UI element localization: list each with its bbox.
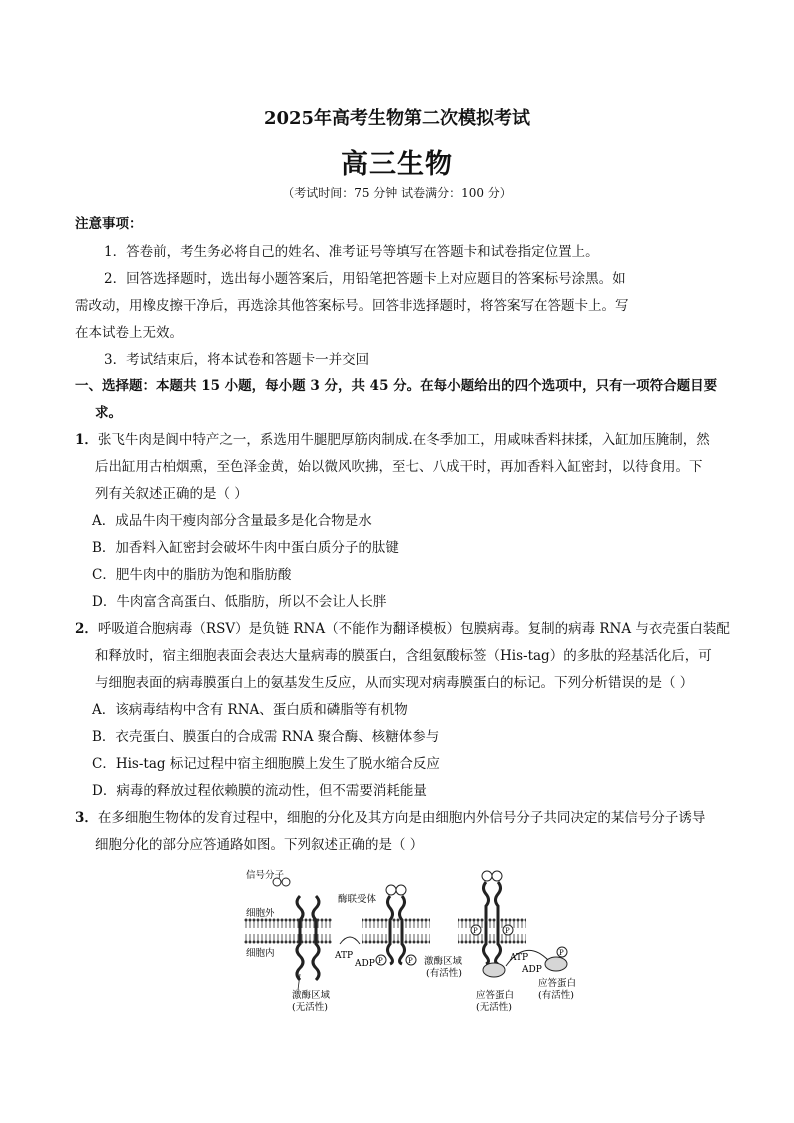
question-stem-line: 和释放时，宿主细胞表面会表达大量病毒的膜蛋白，含组氨酸标签（His-tag）的多肽的羟基活化后，可 <box>95 648 712 664</box>
response-protein-active-label: 应答蛋白 <box>538 978 577 989</box>
question-2 <box>75 617 730 637</box>
option-d: D．病毒的释放过程依赖膜的流动性，但不需要消耗能量 <box>92 783 427 799</box>
cell-membrane <box>458 918 526 944</box>
notice-line: 在本试卷上无效。 <box>75 325 183 341</box>
inactive-label: (无活性) <box>476 1002 512 1013</box>
active-label: (有活性) <box>426 968 462 979</box>
option-b: B．衣壳蛋白、膜蛋白的合成需 RNA 聚合酶、核糖体参与 <box>92 729 440 745</box>
signal-molecule <box>482 871 492 881</box>
signaling-pathway-figure <box>240 866 600 1014</box>
notice-line: 3．考试结束后，将本试卷和答题卡一并交回 <box>104 352 370 368</box>
question-1 <box>75 428 710 448</box>
phosphate-label: P <box>505 927 510 935</box>
option-c: C．肥牛肉中的脂肪为饱和脂肪酸 <box>92 567 292 583</box>
enzyme-receptor-label: 酶联受体 <box>338 894 377 905</box>
signal-molecule <box>492 871 502 881</box>
atp-label: ATP <box>510 953 529 963</box>
adp-label: ADP <box>355 959 375 969</box>
exam-title: 2025年高考生物第二次模拟考试 <box>263 108 531 129</box>
signal-molecule <box>386 885 396 895</box>
kinase-inactive-label: 激酶区域 <box>292 990 331 1001</box>
option-d: D．牛肉富含高蛋白、低脂肪，所以不会让人长胖 <box>92 594 387 610</box>
signal-molecule <box>282 878 290 886</box>
notice-line: 1．答卷前，考生务必将自己的姓名、准考证号等填写在答题卡和试卷指定位置上。 <box>104 244 599 260</box>
signal-molecule <box>396 885 406 895</box>
question-stem-line: 列有关叙述正确的是（ ） <box>95 486 248 502</box>
phosphate-label: P <box>408 957 413 965</box>
option-c: C．His-tag 标记过程中宿主细胞膜上发生了脱水缩合反应 <box>92 756 440 772</box>
reaction-arrow <box>340 937 360 944</box>
question-stem-line: 细胞分化的部分应答通路如图。下列叙述正确的是（ ） <box>95 837 424 853</box>
signal-molecule-label: 信号分子 <box>246 870 285 881</box>
phosphate-label: P <box>559 949 564 957</box>
subject-title: 高三生物 <box>341 149 453 180</box>
question-number: 1． <box>75 432 98 448</box>
response-protein-inactive-label: 应答蛋白 <box>476 990 515 1001</box>
option-b: B．加香料入缸密封会破坏牛肉中蛋白质分子的肽键 <box>92 540 399 556</box>
question-number: 3． <box>75 810 98 826</box>
question-stem-line: 在多细胞生物体的发育过程中，细胞的分化及其方向是由细胞内外信号分子共同决定的某信号分子诱导 <box>97 810 706 826</box>
question-stem-line: 呼吸道合胞病毒（RSV）是负链 RNA（不能作为翻译模板）包膜病毒。复制的病毒 RNA 与衣壳蛋白装配 <box>97 621 730 637</box>
inactive-label: (无活性) <box>292 1002 328 1013</box>
active-label: (有活性) <box>538 990 574 1001</box>
atp-label: ATP <box>335 951 354 961</box>
question-stem-line: 后出缸用古柏烟熏，至色泽金黄，始以微风吹拂，至七、八成干时，再加香料入缸密封，以待食用。下 <box>95 459 703 475</box>
notice-line: 2．回答选择题时，选出每小题答案后，用铅笔把答题卡上对应题目的答案标号涂黑。如 <box>104 271 626 287</box>
question-stem-line: 与细胞表面的病毒膜蛋白上的氨基发生反应，从而实现对病毒膜蛋白的标记。下列分析错误的是（ ） <box>95 675 694 691</box>
option-a: A．该病毒结构中含有 RNA、蛋白质和磷脂等有机物 <box>92 702 408 718</box>
section-heading-cont: 求。 <box>95 405 122 421</box>
outside-label: 细胞外 <box>246 908 275 919</box>
notice-heading: 注意事项： <box>75 216 143 232</box>
question-number: 2． <box>75 621 98 637</box>
phosphate-label: P <box>473 927 478 935</box>
section-heading: 一、选择题：本题共 15 小题，每小题 3 分，共 45 分。在每小题给出的四个选项中，只有一项符合题目要 <box>75 378 718 394</box>
question-3 <box>75 806 705 826</box>
response-protein-inactive <box>483 963 505 977</box>
phosphate-label: P <box>378 957 383 965</box>
question-stem-line: 张飞牛肉是阆中特产之一，系选用牛腿肥厚筋肉制成.在冬季加工，用咸味香料抹揉，入缸加压腌制，然 <box>97 432 710 448</box>
notice-line: 需改动，用橡皮擦干净后，再选涂其他答案标号。回答非选择题时，将答案写在答题卡上。写 <box>75 298 629 314</box>
time-info: （考试时间：75 分钟 试卷满分：100 分） <box>282 186 512 200</box>
kinase-active-label: 激酶区域 <box>424 956 463 967</box>
response-protein-active <box>545 957 567 971</box>
cell-membrane <box>362 918 430 944</box>
adp-label: ADP <box>522 965 542 975</box>
inside-label: 细胞内 <box>246 948 275 959</box>
option-a: A．成品牛肉干瘦肉部分含量最多是化合物是水 <box>92 513 372 529</box>
cell-membrane <box>244 918 332 944</box>
